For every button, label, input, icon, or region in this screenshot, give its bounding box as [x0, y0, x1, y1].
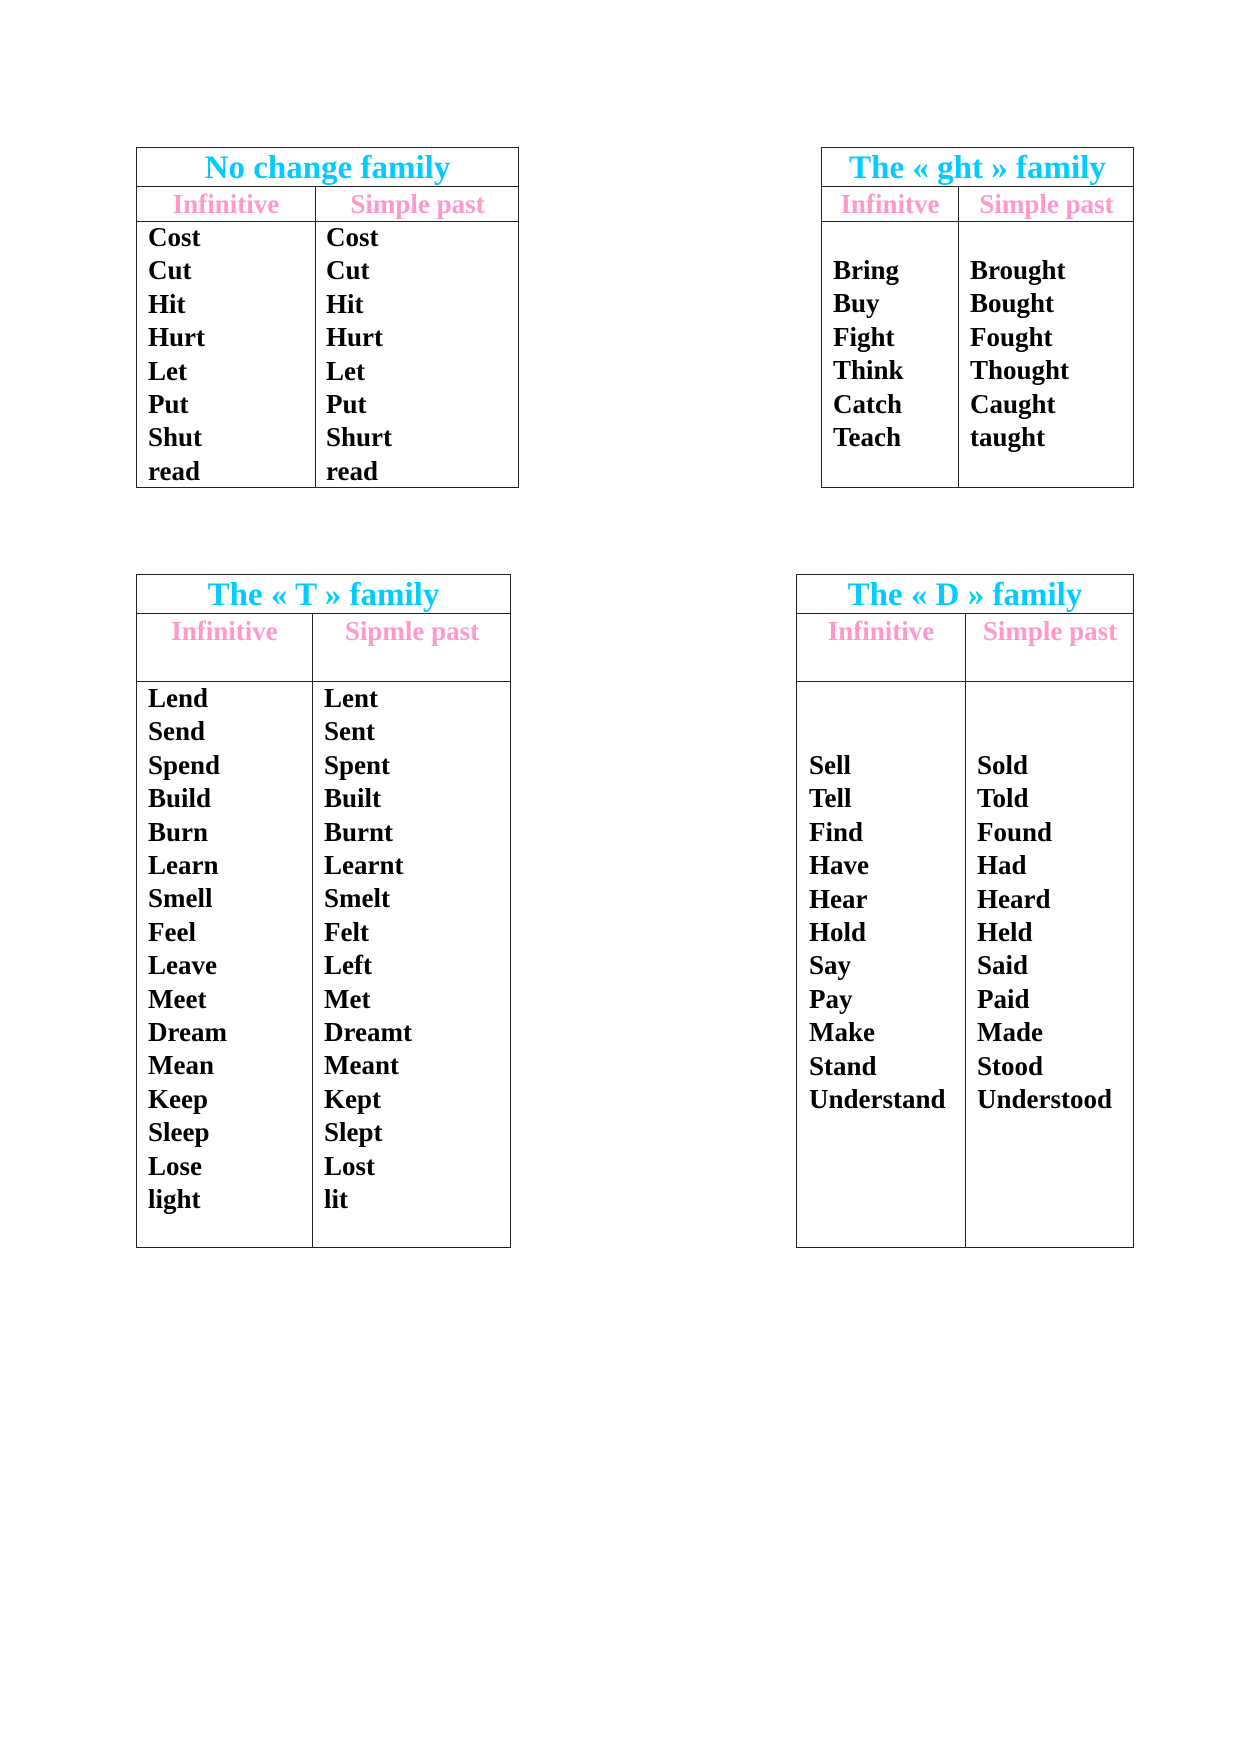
simple-past-word: Bought: [970, 288, 1055, 319]
infinitive-column: [809, 749, 946, 1116]
simple-past-word: Lent: [324, 683, 378, 713]
infinitive-word: Put: [148, 389, 189, 420]
infinitive-word: Sell: [809, 750, 852, 780]
simple-past-word: Smelt: [324, 883, 390, 914]
simple-past-word: Sent: [324, 716, 376, 747]
infinitive-word: Leave: [148, 950, 217, 981]
simple-past-word: Understood: [977, 1084, 1113, 1115]
table-header-row: [137, 187, 518, 222]
simple-past-word: taught: [970, 422, 1046, 453]
infinitive-word: Mean: [148, 1050, 214, 1081]
simple-past-word: Cut: [326, 255, 370, 286]
simple-past-word: Kept: [324, 1083, 381, 1114]
infinitive-word: Teach: [833, 422, 902, 453]
simple-past-word: Shurt: [326, 422, 393, 453]
table-header-row: [822, 187, 1133, 222]
simple-past-word: Paid: [977, 983, 1030, 1014]
infinitive-column: [833, 254, 904, 454]
simple-past-word: Lost: [324, 1150, 376, 1181]
infinitive-header: Infinitive: [827, 616, 935, 646]
column-divider: [958, 187, 959, 487]
simple-past-word: read: [326, 455, 378, 486]
infinitive-header: Infinitive: [172, 189, 280, 219]
simple-past-word: Burnt: [324, 816, 394, 847]
infinitive-word: Cut: [148, 255, 192, 286]
infinitive-header: Infinitve: [840, 189, 940, 219]
infinitive-word: Pay: [809, 983, 853, 1014]
infinitive-word: Meet: [148, 983, 207, 1014]
infinitive-word: Hurt: [148, 322, 205, 353]
infinitive-word: Cost: [148, 222, 201, 252]
column-divider: [965, 614, 966, 1247]
infinitive-word: Dream: [148, 1017, 227, 1048]
column-divider: [315, 187, 316, 487]
simple-past-header: Sipmle past: [344, 616, 480, 646]
simple-past-column: [977, 749, 1112, 1116]
infinitive-word: Hear: [809, 883, 868, 914]
infinitive-column: [148, 682, 227, 1217]
simple-past-word: Dreamt: [324, 1017, 412, 1048]
simple-past-word: Sold: [977, 750, 1029, 780]
simple-past-word: Met: [324, 983, 371, 1014]
simple-past-word: Said: [977, 950, 1029, 981]
infinitive-word: Lose: [148, 1150, 202, 1181]
infinitive-word: Think: [833, 355, 904, 386]
simple-past-word: Brought: [970, 255, 1066, 285]
d-family-table: [796, 574, 1134, 1248]
infinitive-word: Hold: [809, 917, 867, 948]
infinitive-word: Catch: [833, 388, 902, 419]
simple-past-word: lit: [324, 1184, 348, 1215]
infinitive-word: Hit: [148, 288, 186, 319]
simple-past-word: Told: [977, 783, 1029, 814]
infinitive-word: Buy: [833, 288, 880, 319]
simple-past-word: Heard: [977, 883, 1051, 914]
simple-past-word: Stood: [977, 1050, 1044, 1081]
infinitive-word: light: [148, 1184, 201, 1215]
infinitive-word: Say: [809, 950, 852, 981]
infinitive-word: Keep: [148, 1083, 208, 1114]
simple-past-word: Made: [977, 1017, 1043, 1048]
simple-past-word: Fought: [970, 321, 1053, 352]
simple-past-word: Hurt: [326, 322, 383, 353]
infinitive-word: Burn: [148, 816, 209, 847]
infinitive-word: Have: [809, 850, 869, 881]
simple-past-word: Left: [324, 950, 372, 981]
infinitive-word: Send: [148, 716, 206, 747]
infinitive-word: Fight: [833, 321, 895, 352]
infinitive-word: Smell: [148, 883, 213, 914]
simple-past-word: Meant: [324, 1050, 399, 1081]
infinitive-word: Tell: [809, 783, 852, 814]
simple-past-column: [326, 221, 392, 488]
simple-past-header: Simple past: [982, 616, 1118, 646]
table-title: The « T » family: [137, 575, 510, 614]
infinitive-word: Stand: [809, 1050, 877, 1081]
infinitive-column: [148, 221, 205, 488]
table-title: The « ght » family: [822, 148, 1133, 187]
infinitive-word: Make: [809, 1017, 875, 1048]
simple-past-column: [970, 254, 1069, 454]
t-family-table: [136, 574, 511, 1248]
column-divider: [312, 614, 313, 1247]
simple-past-word: Let: [326, 355, 365, 386]
simple-past-header: Simple past: [350, 189, 485, 219]
simple-past-word: Held: [977, 917, 1033, 948]
infinitive-word: Learn: [148, 850, 219, 881]
simple-past-word: Cost: [326, 222, 379, 252]
simple-past-word: Put: [326, 389, 367, 420]
table-title: The « D » family: [797, 575, 1133, 614]
infinitive-word: Bring: [833, 255, 900, 285]
infinitive-word: Understand: [809, 1084, 946, 1115]
simple-past-word: Spent: [324, 749, 391, 780]
infinitive-word: Shut: [148, 422, 203, 453]
simple-past-word: Found: [977, 816, 1053, 847]
simple-past-word: Slept: [324, 1117, 383, 1148]
simple-past-column: [324, 682, 412, 1217]
infinitive-word: Spend: [148, 749, 221, 780]
simple-past-word: Built: [324, 783, 382, 814]
simple-past-word: Felt: [324, 916, 369, 947]
table-header-row: [137, 614, 510, 682]
infinitive-word: Sleep: [148, 1117, 210, 1148]
infinitive-word: Find: [809, 816, 864, 847]
no-change-family-table: [136, 147, 519, 488]
simple-past-word: Learnt: [324, 850, 404, 881]
infinitive-word: read: [148, 455, 200, 486]
infinitive-header: Infinitive: [171, 616, 278, 646]
simple-past-word: Hit: [326, 288, 364, 319]
simple-past-word: Thought: [970, 355, 1070, 386]
infinitive-word: Lend: [148, 683, 209, 713]
infinitive-word: Let: [148, 355, 187, 386]
infinitive-word: Feel: [148, 916, 196, 947]
simple-past-word: Had: [977, 850, 1027, 881]
ght-family-table: [821, 147, 1134, 488]
table-title: No change family: [137, 148, 518, 187]
infinitive-word: Build: [148, 783, 212, 814]
simple-past-word: Caught: [970, 388, 1056, 419]
simple-past-header: Simple past: [979, 189, 1114, 219]
